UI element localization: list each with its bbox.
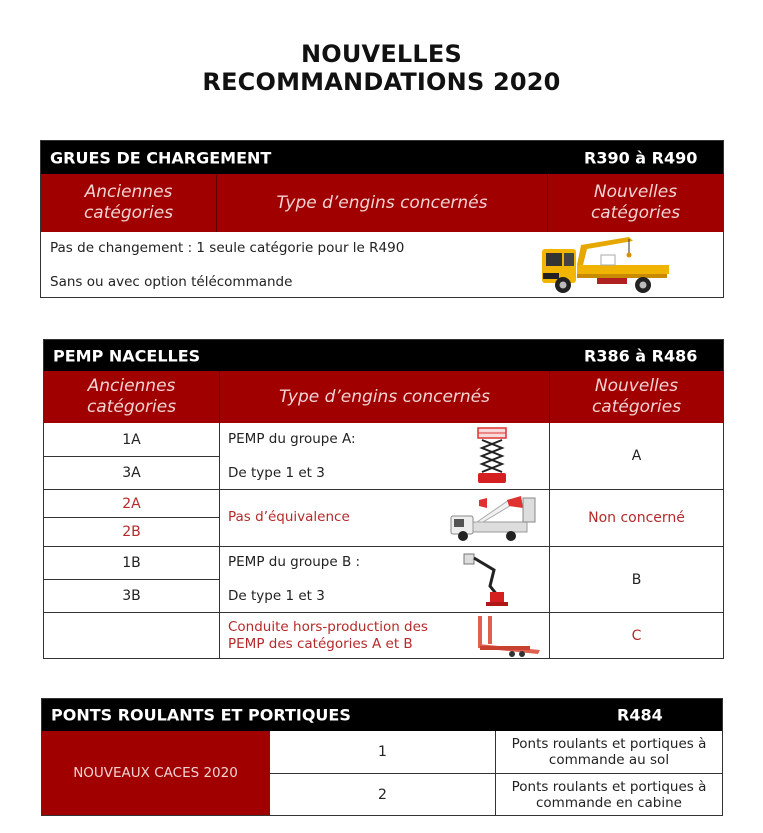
title-line-2: RECOMMANDATIONS 2020 (202, 68, 561, 96)
ponts-table (41, 698, 723, 816)
ponts-title-bar (42, 699, 722, 731)
pemp-code: R386 à R486 (584, 346, 698, 365)
new-category-b: B (631, 571, 642, 588)
group-b-line-1: PEMP du groupe B : (228, 554, 361, 570)
new-category-non-concerne: Non concerné (588, 510, 685, 526)
ponts-category-1: 1 (378, 744, 387, 760)
old-category-empty (44, 613, 219, 659)
grues-title: GRUES DE CHARGEMENT (50, 148, 272, 167)
ponts-category-2: 2 (378, 787, 387, 803)
grues-table (40, 140, 724, 298)
old-category-3b: 3B (122, 588, 141, 604)
truck-mounted-platform-image (449, 494, 539, 542)
ponts-desc-1: Ponts roulants et portiques à commande au sol (511, 736, 707, 768)
column-divider (219, 423, 220, 658)
group-b-line-2: De type 1 et 3 (228, 588, 325, 604)
title-line-1: NOUVELLES (300, 40, 462, 68)
pemp-title: PEMP NACELLES (53, 346, 201, 365)
grues-header-new: Nouvelles catégories (590, 182, 681, 223)
pemp-header-old: Anciennes catégories (86, 376, 177, 417)
pemp-header-row (44, 371, 723, 423)
ponts-code: R484 (617, 705, 663, 725)
page-title (0, 40, 763, 96)
old-category-3a: 3A (122, 465, 141, 481)
ponts-title: PONTS ROULANTS ET PORTIQUES (51, 705, 351, 725)
articulated-boom-lift-image (460, 550, 516, 608)
grues-code: R390 à R490 (584, 148, 698, 167)
trailer-image (474, 614, 544, 658)
scissor-lift-image (472, 426, 512, 486)
grues-header-type: Type d’engins concernés (276, 192, 488, 213)
old-category-1a: 1A (122, 431, 141, 448)
grues-header-row (41, 174, 723, 232)
pemp-table (43, 339, 724, 659)
ponts-label: NOUVEAUX CACES 2020 (73, 765, 238, 781)
crane-truck-image (537, 235, 671, 297)
group-a-line-2: De type 1 et 3 (228, 465, 325, 481)
old-category-1b: 1B (122, 555, 141, 571)
grues-line-2: Sans ou avec option télécommande (50, 274, 293, 290)
grues-title-bar (41, 141, 723, 174)
group-c-line-2: PEMP des catégories A et B (228, 636, 413, 652)
group-a-line-1: PEMP du groupe A: (228, 431, 356, 447)
ponts-desc-2: Ponts roulants et portiques à commande en cabine (511, 779, 707, 811)
new-category-c: C (631, 628, 642, 644)
old-category-2b: 2B (122, 524, 141, 540)
grues-line-1: Pas de changement : 1 seule catégorie pour le R490 (50, 240, 405, 256)
pemp-title-bar (44, 340, 723, 371)
grues-header-old: Anciennes catégories (83, 182, 174, 223)
pemp-header-type: Type d’engins concernés (278, 386, 490, 407)
no-equivalence-text: Pas d’équivalence (228, 509, 350, 525)
group-c-line-1: Conduite hors-production des (228, 619, 428, 635)
pemp-header-new: Nouvelles catégories (591, 376, 682, 417)
old-category-2a: 2A (122, 495, 141, 512)
ponts-label-cell (42, 731, 269, 815)
new-category-a: A (631, 448, 642, 464)
